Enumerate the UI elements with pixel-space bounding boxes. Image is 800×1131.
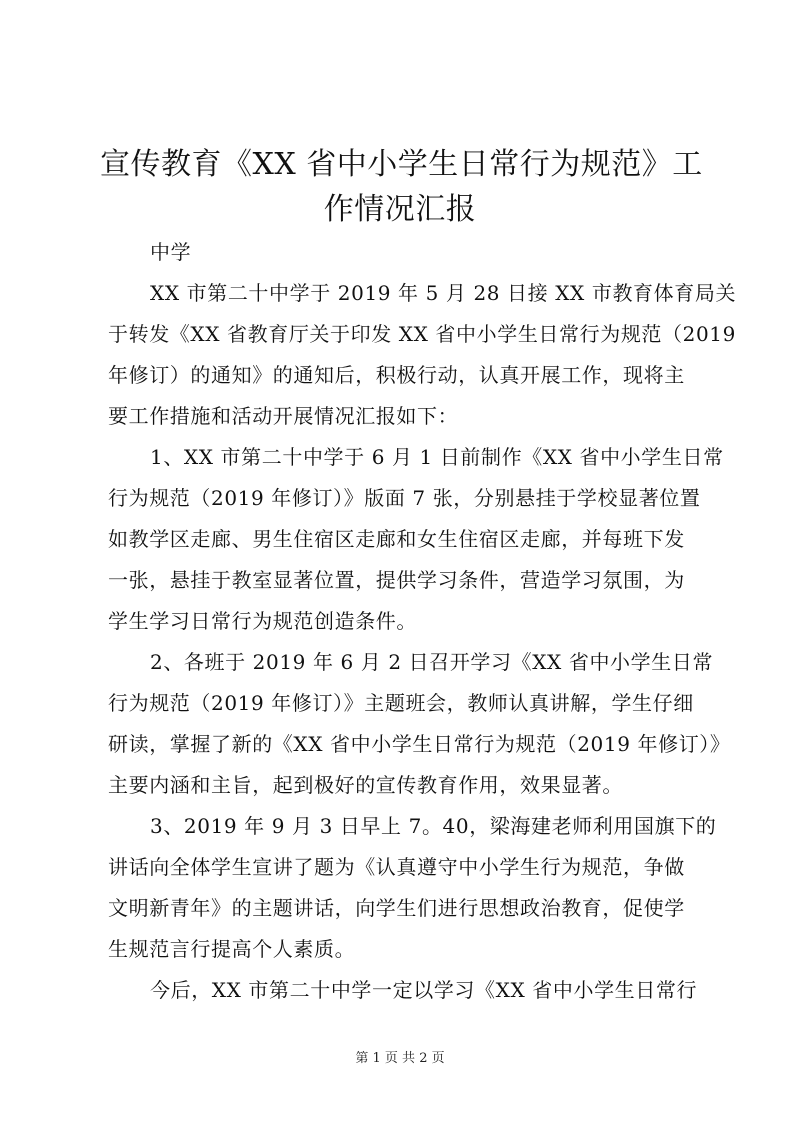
- paragraph-line: XX 市第二十中学于 2019 年 5 月 28 日接 XX 市教育体育局关: [150, 281, 737, 305]
- paragraph-line: 行为规范（2019 年修订）》主题班会，教师认真讲解，学生仔细: [108, 691, 694, 715]
- paragraph-line: 生规范言行提高个人素质。: [108, 937, 356, 961]
- paragraph-line: 学生学习日常行为规范创造条件。: [108, 609, 417, 633]
- paragraph-line: 行为规范（2019 年修订）》版面 7 张，分别悬挂于学校显著位置: [108, 486, 701, 510]
- paragraph-line: 一张，悬挂于教室显著位置，提供学习条件，营造学习氛围，为: [108, 568, 685, 592]
- paragraph-line: 文明新青年》的主题讲话，向学生们进行思想政治教育，促使学: [108, 896, 685, 920]
- paragraph-line: 1、XX 市第二十中学于 6 月 1 日前制作《XX 省中小学生日常: [150, 445, 724, 469]
- paragraph-line: 今后，XX 市第二十中学一定以学习《XX 省中小学生日常行: [150, 978, 698, 1002]
- paragraph-line: 3、2019 年 9 月 3 日早上 7。40，梁海建老师利用国旗下的: [150, 814, 717, 838]
- paragraph-line: 主要内涵和主旨，起到极好的宣传教育作用，效果显著。: [108, 773, 623, 797]
- paragraph-line: 2、各班于 2019 年 6 月 2 日召开学习《XX 省中小学生日常: [150, 650, 714, 674]
- document-title-line-1: 宣传教育《XX 省中小学生日常行为规范》工: [100, 147, 703, 182]
- paragraph-line: 中学: [150, 240, 192, 264]
- document-title-line-2: 作情况汇报: [323, 192, 477, 227]
- paragraph-line: 如教学区走廊、男生住宿区走廊和女生住宿区走廊，并每班下发: [108, 527, 685, 551]
- paragraph-line: 年修订）的通知》的通知后，积极行动，认真开展工作，现将主: [108, 363, 685, 387]
- paragraph-line: 讲话向全体学生宣讲了题为《认真遵守中小学生行为规范，争做: [108, 855, 685, 879]
- paragraph-line: 要工作措施和活动开展情况汇报如下：: [108, 404, 459, 428]
- paragraph-line: 于转发《XX 省教育厅关于印发 XX 省中小学生日常行为规范（2019: [108, 322, 736, 346]
- page-footer: 第 1 页 共 2 页: [355, 1051, 445, 1066]
- paragraph-line: 研读，掌握了新的《XX 省中小学生日常行为规范（2019 年修订）》: [108, 732, 731, 756]
